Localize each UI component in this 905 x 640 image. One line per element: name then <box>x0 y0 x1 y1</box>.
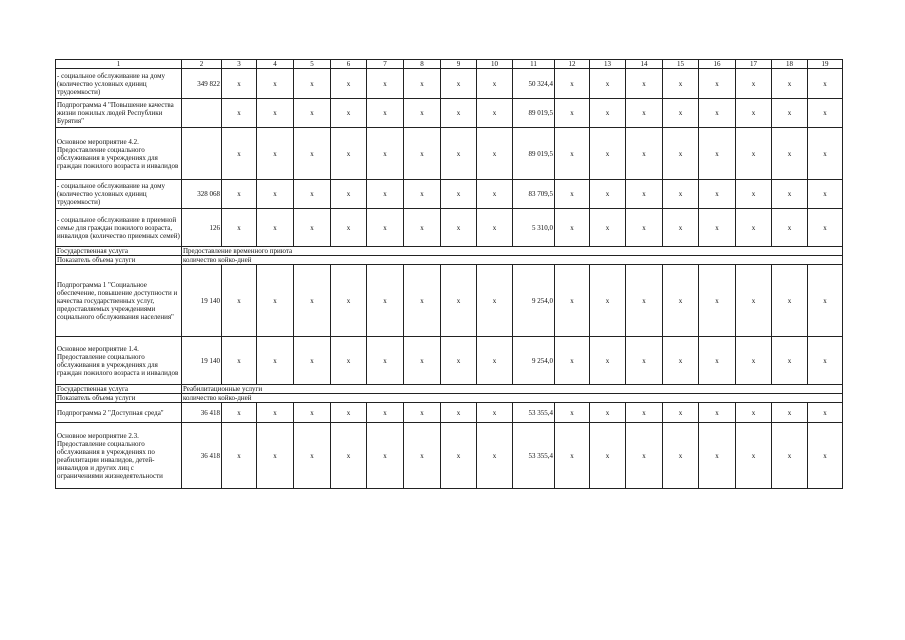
x-mark-cell: x <box>626 69 663 99</box>
x-mark-cell: x <box>808 337 843 385</box>
x-mark-cell: x <box>367 337 404 385</box>
x-mark-cell: x <box>555 423 590 489</box>
x-mark-cell: x <box>367 403 404 423</box>
x-mark-cell: x <box>736 423 772 489</box>
x-mark-cell: x <box>699 99 736 128</box>
x-mark-cell: x <box>367 99 404 128</box>
x-mark-cell: x <box>222 209 257 247</box>
x-mark-cell: x <box>663 180 699 209</box>
x-mark-cell: x <box>555 128 590 180</box>
x-mark-cell: x <box>736 69 772 99</box>
table-row <box>56 423 843 489</box>
x-mark-cell: x <box>294 209 331 247</box>
x-mark-cell: x <box>590 337 626 385</box>
x-mark-cell: x <box>808 209 843 247</box>
x-mark-cell: x <box>404 99 441 128</box>
x-mark-cell: x <box>404 209 441 247</box>
x-mark-cell: x <box>772 265 808 337</box>
x-mark-cell: x <box>590 209 626 247</box>
funding-value: 53 355,4 <box>513 423 555 489</box>
x-mark-cell: x <box>699 265 736 337</box>
x-mark-cell: x <box>441 99 477 128</box>
x-mark-cell: x <box>699 69 736 99</box>
table-row <box>56 394 843 403</box>
x-mark-cell: x <box>477 180 513 209</box>
funding-value: 9 254,0 <box>513 337 555 385</box>
x-mark-cell: x <box>477 209 513 247</box>
row-label: Подпрограмма 4 "Повышение качества жизни пожилых людей Республики Бурятия" <box>56 99 182 128</box>
x-mark-cell: x <box>555 403 590 423</box>
x-mark-cell: x <box>808 265 843 337</box>
x-mark-cell: x <box>555 265 590 337</box>
x-mark-cell: x <box>331 69 367 99</box>
x-mark-cell: x <box>772 423 808 489</box>
x-mark-cell: x <box>222 423 257 489</box>
x-mark-cell: x <box>699 180 736 209</box>
x-mark-cell: x <box>404 265 441 337</box>
x-mark-cell: x <box>663 209 699 247</box>
volume-value <box>182 99 222 128</box>
x-mark-cell: x <box>626 128 663 180</box>
x-mark-cell: x <box>808 99 843 128</box>
x-mark-cell: x <box>663 99 699 128</box>
x-mark-cell: x <box>222 99 257 128</box>
x-mark-cell: x <box>294 99 331 128</box>
span-value: Предоставление временного приюта <box>182 247 843 256</box>
x-mark-cell: x <box>257 69 294 99</box>
column-header: 18 <box>772 60 808 69</box>
funding-value: 9 254,0 <box>513 265 555 337</box>
x-mark-cell: x <box>441 423 477 489</box>
volume-value: 328 068 <box>182 180 222 209</box>
x-mark-cell: x <box>663 265 699 337</box>
x-mark-cell: x <box>699 403 736 423</box>
x-mark-cell: x <box>626 423 663 489</box>
column-header: 10 <box>477 60 513 69</box>
row-label: Основное мероприятие 2.3. Предоставление социального обслуживания в учреждениях по реабилитации инвалидов, детей-инвалидов и других лиц с ограничениями жизнедеятельности <box>56 423 182 489</box>
x-mark-cell: x <box>590 69 626 99</box>
x-mark-cell: x <box>477 99 513 128</box>
x-mark-cell: x <box>808 69 843 99</box>
table-row <box>56 209 843 247</box>
x-mark-cell: x <box>404 337 441 385</box>
span-value: количество койко-дней <box>182 256 843 265</box>
x-mark-cell: x <box>441 403 477 423</box>
x-mark-cell: x <box>257 403 294 423</box>
x-mark-cell: x <box>772 337 808 385</box>
x-mark-cell: x <box>626 99 663 128</box>
column-header: 17 <box>736 60 772 69</box>
x-mark-cell: x <box>736 99 772 128</box>
x-mark-cell: x <box>808 180 843 209</box>
volume-value <box>182 128 222 180</box>
table-row <box>56 247 843 256</box>
x-mark-cell: x <box>222 337 257 385</box>
x-mark-cell: x <box>590 403 626 423</box>
x-mark-cell: x <box>699 128 736 180</box>
x-mark-cell: x <box>367 128 404 180</box>
funding-value: 53 355,4 <box>513 403 555 423</box>
column-header: 4 <box>257 60 294 69</box>
table-row <box>56 99 843 128</box>
x-mark-cell: x <box>555 337 590 385</box>
x-mark-cell: x <box>808 423 843 489</box>
x-mark-cell: x <box>477 128 513 180</box>
row-label: Основное мероприятие 4.2. Предоставление социального обслуживания в учреждениях для граждан пожилого возраста и инвалидов <box>56 128 182 180</box>
x-mark-cell: x <box>222 265 257 337</box>
span-value: количество койко-дней <box>182 394 843 403</box>
funding-value: 5 310,0 <box>513 209 555 247</box>
x-mark-cell: x <box>590 423 626 489</box>
data-table <box>55 59 843 489</box>
x-mark-cell: x <box>772 403 808 423</box>
x-mark-cell: x <box>590 99 626 128</box>
x-mark-cell: x <box>736 337 772 385</box>
x-mark-cell: x <box>257 423 294 489</box>
volume-value: 36 418 <box>182 423 222 489</box>
x-mark-cell: x <box>736 265 772 337</box>
x-mark-cell: x <box>477 265 513 337</box>
x-mark-cell: x <box>555 69 590 99</box>
x-mark-cell: x <box>663 403 699 423</box>
column-header: 6 <box>331 60 367 69</box>
x-mark-cell: x <box>590 128 626 180</box>
column-header: 12 <box>555 60 590 69</box>
x-mark-cell: x <box>331 128 367 180</box>
x-mark-cell: x <box>222 128 257 180</box>
x-mark-cell: x <box>555 180 590 209</box>
x-mark-cell: x <box>772 209 808 247</box>
x-mark-cell: x <box>590 180 626 209</box>
x-mark-cell: x <box>331 423 367 489</box>
x-mark-cell: x <box>441 180 477 209</box>
x-mark-cell: x <box>294 423 331 489</box>
x-mark-cell: x <box>257 209 294 247</box>
column-header: 7 <box>367 60 404 69</box>
x-mark-cell: x <box>257 128 294 180</box>
x-mark-cell: x <box>736 180 772 209</box>
volume-value: 349 822 <box>182 69 222 99</box>
row-label: Основное мероприятие 1.4. Предоставление социального обслуживания в учреждениях для граждан пожилого возраста и инвалидов <box>56 337 182 385</box>
x-mark-cell: x <box>257 180 294 209</box>
x-mark-cell: x <box>257 265 294 337</box>
x-mark-cell: x <box>663 128 699 180</box>
x-mark-cell: x <box>367 423 404 489</box>
x-mark-cell: x <box>663 69 699 99</box>
column-header: 1 <box>56 60 182 69</box>
x-mark-cell: x <box>477 69 513 99</box>
row-label: Показатель объема услуги <box>56 394 182 403</box>
row-label: - социальное обслуживание в приемной семье для граждан пожилого возраста, инвалидов (количество приемных семей) <box>56 209 182 247</box>
column-header: 3 <box>222 60 257 69</box>
x-mark-cell: x <box>555 209 590 247</box>
x-mark-cell: x <box>736 403 772 423</box>
x-mark-cell: x <box>331 337 367 385</box>
column-header: 13 <box>590 60 626 69</box>
x-mark-cell: x <box>294 69 331 99</box>
x-mark-cell: x <box>555 99 590 128</box>
table-row <box>56 180 843 209</box>
column-header: 14 <box>626 60 663 69</box>
x-mark-cell: x <box>626 403 663 423</box>
column-header: 19 <box>808 60 843 69</box>
column-header: 16 <box>699 60 736 69</box>
x-mark-cell: x <box>477 337 513 385</box>
x-mark-cell: x <box>294 337 331 385</box>
x-mark-cell: x <box>367 209 404 247</box>
x-mark-cell: x <box>222 180 257 209</box>
volume-value: 36 418 <box>182 403 222 423</box>
volume-value: 19 140 <box>182 337 222 385</box>
x-mark-cell: x <box>331 209 367 247</box>
x-mark-cell: x <box>663 337 699 385</box>
funding-value: 50 324,4 <box>513 69 555 99</box>
column-header: 9 <box>441 60 477 69</box>
table-row <box>56 265 843 337</box>
table-row <box>56 385 843 394</box>
x-mark-cell: x <box>331 99 367 128</box>
x-mark-cell: x <box>331 180 367 209</box>
column-header: 11 <box>513 60 555 69</box>
table-row <box>56 337 843 385</box>
x-mark-cell: x <box>477 403 513 423</box>
column-header: 8 <box>404 60 441 69</box>
x-mark-cell: x <box>404 180 441 209</box>
x-mark-cell: x <box>772 180 808 209</box>
table-row <box>56 69 843 99</box>
row-label: Государственная услуга <box>56 385 182 394</box>
x-mark-cell: x <box>404 423 441 489</box>
volume-value: 19 140 <box>182 265 222 337</box>
x-mark-cell: x <box>294 403 331 423</box>
table-row <box>56 256 843 265</box>
column-header: 15 <box>663 60 699 69</box>
x-mark-cell: x <box>772 99 808 128</box>
x-mark-cell: x <box>626 337 663 385</box>
x-mark-cell: x <box>294 128 331 180</box>
x-mark-cell: x <box>222 403 257 423</box>
row-label: Подпрограмма 2 "Доступная среда" <box>56 403 182 423</box>
funding-value: 89 019,5 <box>513 99 555 128</box>
header-row <box>56 60 843 69</box>
table-row <box>56 403 843 423</box>
volume-value: 126 <box>182 209 222 247</box>
column-header: 2 <box>182 60 222 69</box>
x-mark-cell: x <box>367 265 404 337</box>
x-mark-cell: x <box>626 180 663 209</box>
x-mark-cell: x <box>404 403 441 423</box>
x-mark-cell: x <box>294 265 331 337</box>
x-mark-cell: x <box>808 128 843 180</box>
x-mark-cell: x <box>626 265 663 337</box>
x-mark-cell: x <box>257 99 294 128</box>
x-mark-cell: x <box>663 423 699 489</box>
x-mark-cell: x <box>699 209 736 247</box>
x-mark-cell: x <box>441 265 477 337</box>
row-label: Подпрограмма 1 "Социальное обеспечение, повышение доступности и качества государственных услуг, предоставляемых учреждениями социального обслуживания населения" <box>56 265 182 337</box>
x-mark-cell: x <box>367 180 404 209</box>
row-label: Государственная услуга <box>56 247 182 256</box>
x-mark-cell: x <box>736 128 772 180</box>
x-mark-cell: x <box>331 403 367 423</box>
x-mark-cell: x <box>294 180 331 209</box>
x-mark-cell: x <box>699 423 736 489</box>
row-label: Показатель объема услуги <box>56 256 182 265</box>
x-mark-cell: x <box>808 403 843 423</box>
x-mark-cell: x <box>477 423 513 489</box>
x-mark-cell: x <box>736 209 772 247</box>
x-mark-cell: x <box>404 69 441 99</box>
funding-value: 89 019,5 <box>513 128 555 180</box>
x-mark-cell: x <box>626 209 663 247</box>
row-label: - социальное обслуживание на дому (количество условных единиц трудоемкости) <box>56 69 182 99</box>
table-row <box>56 128 843 180</box>
row-label: - социальное обслуживание на дому (количество условных единиц трудоемкости) <box>56 180 182 209</box>
x-mark-cell: x <box>590 265 626 337</box>
x-mark-cell: x <box>257 337 294 385</box>
x-mark-cell: x <box>404 128 441 180</box>
x-mark-cell: x <box>699 337 736 385</box>
x-mark-cell: x <box>367 69 404 99</box>
x-mark-cell: x <box>772 69 808 99</box>
x-mark-cell: x <box>441 69 477 99</box>
span-value: Реабилитационные услуги <box>182 385 843 394</box>
x-mark-cell: x <box>331 265 367 337</box>
column-header: 5 <box>294 60 331 69</box>
x-mark-cell: x <box>222 69 257 99</box>
x-mark-cell: x <box>772 128 808 180</box>
funding-value: 83 709,5 <box>513 180 555 209</box>
x-mark-cell: x <box>441 209 477 247</box>
x-mark-cell: x <box>441 128 477 180</box>
x-mark-cell: x <box>441 337 477 385</box>
